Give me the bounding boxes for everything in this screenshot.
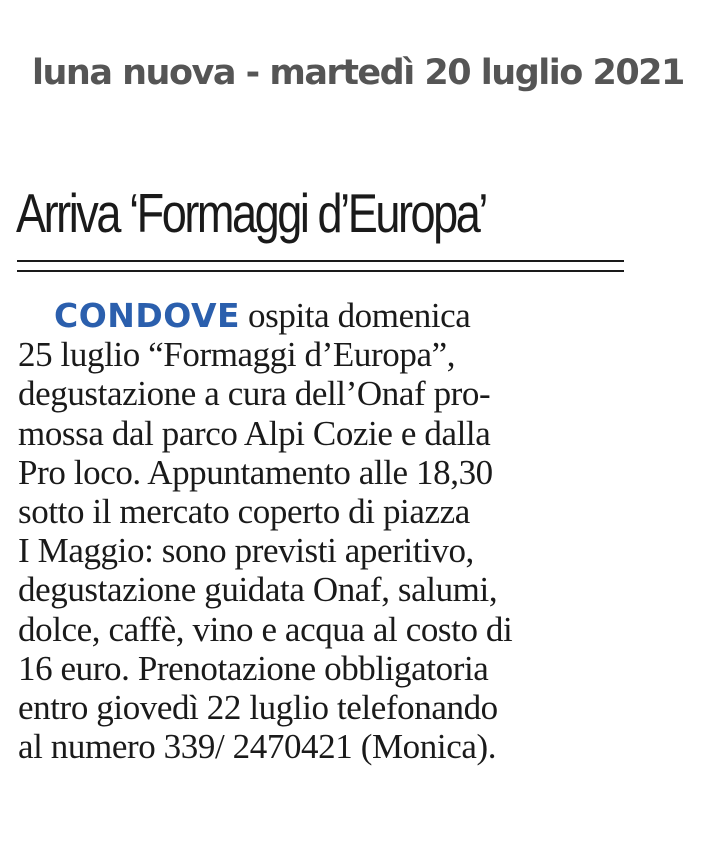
headline-rule-bottom [17,270,624,272]
article-line: al numero 339/ 2470421 (Monica). [18,727,497,767]
article-kicker: CONDOVE [54,296,241,335]
article-headline: Arriva ‘Formaggi d’Europa’ [16,182,486,244]
article-line: entro giovedì 22 luglio telefonando [18,688,498,728]
article-line: I Maggio: sono previsti aperitivo, [18,531,474,571]
article-line: 16 euro. Prenotazione obbligatoria [18,648,489,688]
article-line: 25 luglio “Formaggi d’Europa”, [18,335,456,375]
article-line: degustazione a cura dell’Onaf pro- [18,374,491,414]
article-line: ospita domenica [248,296,471,335]
article-line: sotto il mercato coperto di piazza [18,492,470,532]
masthead-date: luna nuova - martedì 20 luglio 2021 [32,53,684,93]
article-first-line [18,296,658,335]
article-body [18,296,658,766]
article-line: mossa dal parco Alpi Cozie e dalla [18,413,491,453]
article-line: dolce, caffè, vino e acqua al costo di [18,609,513,649]
article-line: degustazione guidata Onaf, salumi, [18,570,498,610]
headline-rule-top [17,260,624,262]
article-line: Pro loco. Appuntamento alle 18,30 [18,452,493,492]
